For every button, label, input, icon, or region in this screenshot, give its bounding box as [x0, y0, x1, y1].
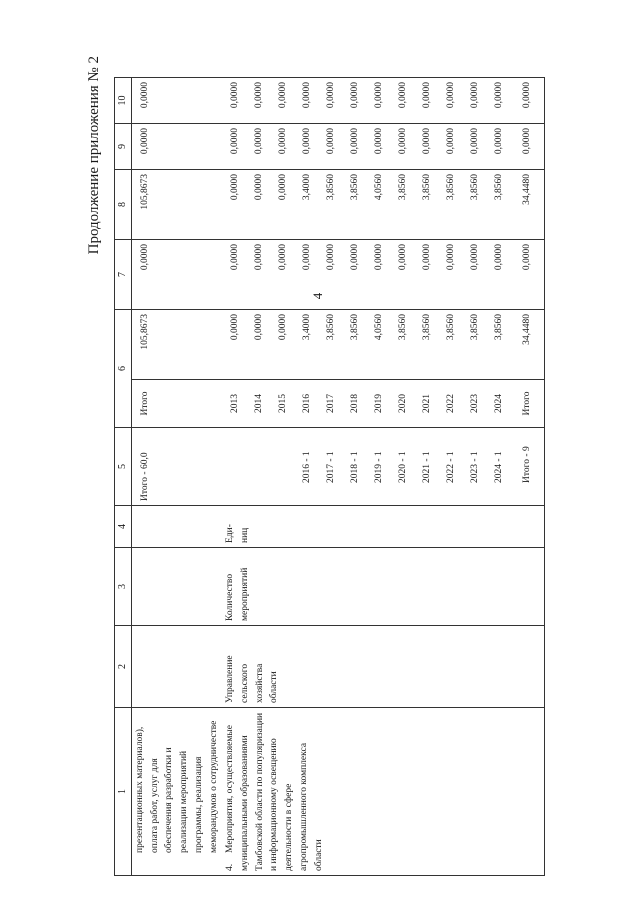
funding-value: 0,0000	[326, 244, 337, 271]
row4-number: 4.	[225, 863, 236, 871]
year-value: 2016	[302, 394, 313, 413]
year-value: 2015	[278, 394, 289, 413]
funding-value: 0,0000	[350, 82, 361, 109]
indicator-value: 2019 - 1	[374, 451, 385, 483]
indicator-value	[271, 432, 295, 501]
funding-value: 0,0000	[422, 128, 433, 155]
row4-funding-regional	[222, 170, 545, 240]
funding-value: 0,0000	[302, 244, 313, 271]
funding-value: 0,0000	[446, 128, 457, 155]
funding-value: 3,8560	[398, 174, 409, 201]
year-value: 2019	[374, 394, 385, 413]
funding-value: 3,8560	[326, 314, 337, 341]
funding-value: 0,0000	[446, 244, 457, 271]
funding-value: 0,0000	[302, 82, 313, 109]
funding-value: 0,0000	[398, 128, 409, 155]
funding-value: 3,8560	[470, 314, 481, 341]
indicator-value: 2024 - 1	[494, 451, 505, 483]
table-row-4	[222, 78, 545, 876]
funding-value: 3,8560	[446, 314, 457, 341]
row4-activity	[222, 708, 545, 876]
row4-indicator-values	[222, 428, 545, 506]
row4-years	[222, 380, 545, 428]
funding-value: 3,8560	[398, 314, 409, 341]
funding-value: 0,0000	[278, 174, 289, 201]
indicator-value: 2018 - 1	[350, 451, 361, 483]
funding-value: 3,8560	[422, 314, 433, 341]
row4-indicator: Количество мероприятий	[222, 548, 545, 626]
indicator-value: 2016 - 1	[302, 451, 313, 483]
funding-value: 0,0000	[326, 82, 337, 109]
header-row	[115, 78, 132, 876]
funding-value: 3,8560	[350, 314, 361, 341]
year-value: 2017	[326, 394, 337, 413]
rotated-page-content	[76, 44, 636, 876]
cont-value: 0,0000	[132, 124, 223, 170]
cont-executor-cell	[132, 626, 223, 708]
funding-value: 0,0000	[230, 314, 241, 341]
funding-value: 0,0000	[470, 244, 481, 271]
funding-value: 3,8560	[350, 174, 361, 201]
continuation-title: Продолжение приложения № 2	[86, 56, 102, 255]
funding-value: 0,0000	[230, 82, 241, 109]
funding-value: 0,0000	[374, 244, 385, 271]
header-cell-6: 6	[115, 310, 132, 428]
funding-value: 3,8560	[326, 174, 337, 201]
indicator-value	[247, 432, 271, 501]
row4-funding-federal	[222, 240, 545, 310]
funding-value: 0,0000	[254, 82, 265, 109]
funding-value: 0,0000	[470, 128, 481, 155]
funding-value: 0,0000	[254, 128, 265, 155]
funding-value: 3,8560	[422, 174, 433, 201]
funding-value: 0,0000	[254, 174, 265, 201]
funding-value: 0,0000	[522, 82, 533, 109]
funding-value: 0,0000	[230, 244, 241, 271]
cont-indicator-cell	[132, 548, 223, 626]
funding-value: 0,0000	[398, 244, 409, 271]
cont-value: 105,8673	[132, 170, 223, 240]
year-value: 2020	[398, 394, 409, 413]
funding-value: 0,0000	[326, 128, 337, 155]
funding-value: 4,0560	[374, 174, 385, 201]
row4-funding-total	[222, 310, 545, 380]
funding-value: 3,8560	[446, 174, 457, 201]
header-cell-8: 8	[115, 170, 132, 240]
funding-value: 0,0000	[278, 128, 289, 155]
funding-value: 0,0000	[522, 244, 533, 271]
funding-value: 0,0000	[350, 128, 361, 155]
cont-value: 0,0000	[132, 240, 223, 310]
year-value: 2024	[494, 394, 505, 413]
funding-value: 0,0000	[278, 244, 289, 271]
cont-unit-cell	[132, 506, 223, 548]
header-cell-2: 2	[115, 626, 132, 708]
header-cell-7: 7	[115, 240, 132, 310]
year-value: 2014	[254, 394, 265, 413]
program-table	[114, 77, 545, 876]
funding-value: 3,8560	[494, 314, 505, 341]
funding-value: 0,0000	[278, 314, 289, 341]
indicator-value	[223, 432, 247, 501]
header-cell-3: 3	[115, 548, 132, 626]
header-cell-9: 9	[115, 124, 132, 170]
funding-value: 0,0000	[278, 82, 289, 109]
funding-value: 0,0000	[254, 244, 265, 271]
header-cell-10: 10	[115, 78, 132, 124]
cont-indicator-value: Итого - 60,0	[132, 428, 223, 506]
funding-value: 0,0000	[522, 128, 533, 155]
year-value: 2018	[350, 394, 361, 413]
year-value: 2022	[446, 394, 457, 413]
funding-value: 0,0000	[398, 82, 409, 109]
cont-year: Итого	[132, 380, 223, 428]
funding-value: 0,0000	[350, 244, 361, 271]
header-cell-5: 5	[115, 428, 132, 506]
funding-value: 0,0000	[470, 82, 481, 109]
indicator-value: 2022 - 1	[446, 451, 457, 483]
funding-value: 0,0000	[422, 244, 433, 271]
year-value: 2023	[470, 394, 481, 413]
funding-value: 3,4000	[302, 174, 313, 201]
year-value: Итого	[522, 391, 533, 416]
funding-value: 0,0000	[254, 314, 265, 341]
funding-value: 0,0000	[230, 128, 241, 155]
funding-value: 0,0000	[374, 128, 385, 155]
indicator-value: 2017 - 1	[326, 451, 337, 483]
row4-activity-text: Мероприятия, осуществляемые муниципальными образованиями Тамбовской области по популяризации и информационному освещению деятельности в сфере агропромышленного комплекса области	[225, 712, 324, 871]
funding-value: 0,0000	[230, 174, 241, 201]
funding-value: 0,0000	[374, 82, 385, 109]
indicator-value: 2021 - 1	[422, 451, 433, 483]
header-cell-4: 4	[115, 506, 132, 548]
cont-value: 0,0000	[132, 78, 223, 124]
row4-funding-other	[222, 78, 545, 124]
funding-value: 4,0560	[374, 314, 385, 341]
cont-value: 105,8673	[132, 310, 223, 380]
funding-value: 3,4000	[302, 314, 313, 341]
row4-funding-local	[222, 124, 545, 170]
header-cell-1: 1	[115, 708, 132, 876]
funding-value: 34,4480	[522, 314, 533, 345]
indicator-value: 2020 - 1	[398, 451, 409, 483]
funding-value: 0,0000	[446, 82, 457, 109]
indicator-value: Итого - 9	[522, 446, 533, 483]
funding-value: 0,0000	[494, 128, 505, 155]
row4-executor: Управление сельского хозяйства области	[222, 626, 545, 708]
funding-value: 3,8560	[470, 174, 481, 201]
year-value: 2021	[422, 394, 433, 413]
funding-value: 0,0000	[302, 128, 313, 155]
funding-value: 0,0000	[422, 82, 433, 109]
funding-value: 0,0000	[494, 82, 505, 109]
indicator-value: 2023 - 1	[470, 451, 481, 483]
funding-value: 3,8560	[494, 174, 505, 201]
row4-unit: Еди-ниц	[222, 506, 545, 548]
table-row-continuation	[132, 78, 223, 876]
cont-activity-text: презентационных материалов), оплата работ, услуг для обеспечения разработки и реализации мероприятий программы, реализация меморандумов о сотрудничестве	[132, 708, 223, 876]
funding-value: 34,4480	[522, 174, 533, 205]
page-number: 4	[310, 292, 325, 300]
funding-value: 0,0000	[494, 244, 505, 271]
year-value: 2013	[230, 394, 241, 413]
